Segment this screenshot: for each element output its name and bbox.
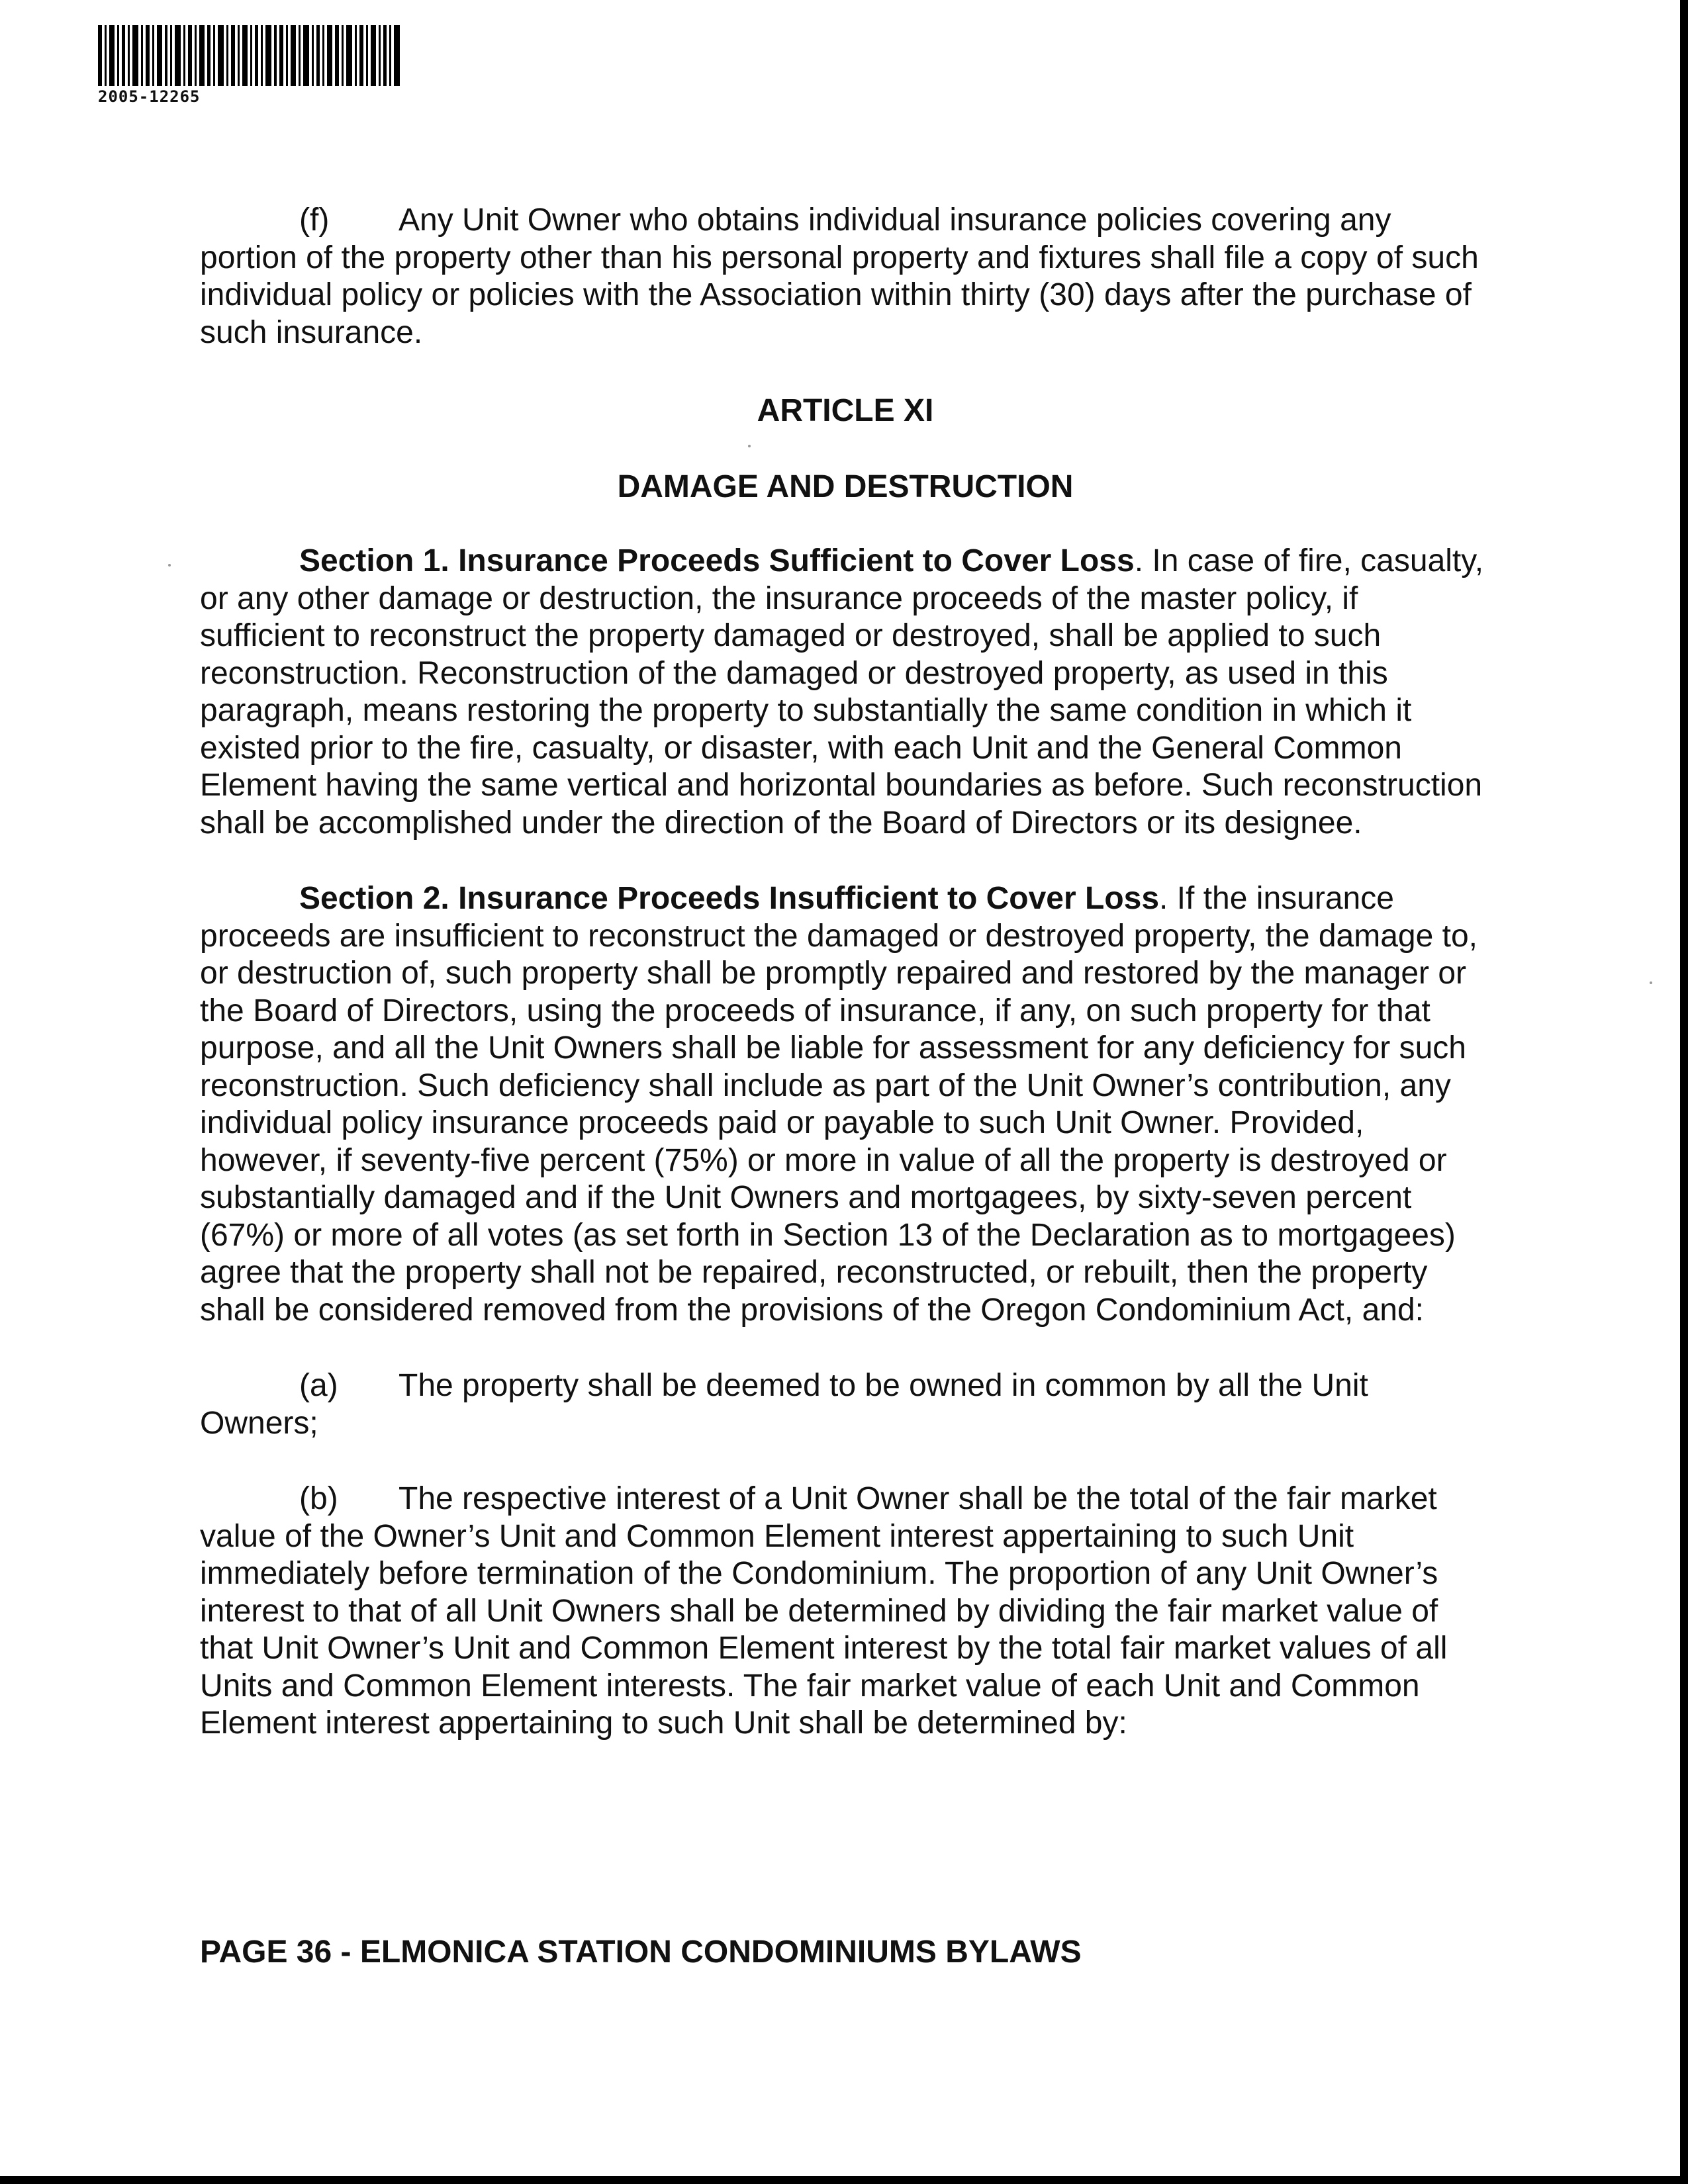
paragraph-f-label: (f)	[299, 203, 330, 238]
scan-speck	[1650, 981, 1652, 984]
barcode-icon	[98, 25, 400, 86]
scan-edge-right	[1680, 0, 1688, 2184]
paragraph-f-text: Any Unit Owner who obtains individual insurance policies covering any portion of the property other than his personal property and fixtures shall file a copy of such individual policy or policies with the Association within thirty (30) days after the purchase of such insurance.	[200, 203, 1479, 350]
paragraph-b-label: (b)	[299, 1481, 338, 1516]
section-1-text: . In case of fire, casualty, or any other damage or destruction, the insurance proceeds of the master policy, if sufficient to reconstruct the property damaged or destroyed, shall be applied to such reconstruction. Reconstruction of the damaged or destroyed property, as used in this paragraph, means restoring the property to substantially the same condition in which it existed prior to the fire, casualty, or disaster, with each Unit and the General Common Element having the same vertical and horizontal boundaries as before. Such reconstruction shall be accomplished under the direction of the Board of Directors or its designee.	[200, 543, 1484, 841]
paragraph-a-label: (a)	[299, 1368, 338, 1403]
paragraph-a	[200, 1367, 1491, 1442]
scan-edge-bottom	[0, 2176, 1688, 2184]
section-2	[200, 880, 1491, 1329]
section-1	[200, 543, 1491, 842]
document-body	[200, 202, 1491, 1743]
page-footer: PAGE 36 - ELMONICA STATION CONDOMINIUMS BYLAWS	[200, 1934, 1082, 1970]
article-title: ARTICLE XI	[757, 393, 934, 428]
section-2-text: . If the insurance proceeds are insufficient to reconstruct the damaged or destroyed property, the damage to, or destruction of, such property shall be promptly repaired and restored by the manager or the Board of Directors, using the proceeds of insurance, if any, on such property for that purpose, and all the Unit Owners shall be liable for assessment for any deficiency for such reconstruction. Such deficiency shall include as part of the Unit Owner’s contribution, any individual policy insurance proceeds paid or payable to such Unit Owner. Provided, however, if seventy-five percent (75%) or more in value of all the property is destroyed or substantially damaged and if the Unit Owners and mortgagees, by sixty-seven percent (67%) or more of all votes (as set forth in Section 13 of the Declaration as to mortgagees) agree that the property shall not be repaired, reconstructed, or rebuilt, then the property shall be considered removed from the provisions of the Oregon Condominium Act, and:	[200, 881, 1478, 1328]
paragraph-b-text: The respective interest of a Unit Owner shall be the total of the fair market value of the Owner’s Unit and Common Element interest appertaining to such Unit immediately before termination of the Condominium. The proportion of any Unit Owner’s interest to that of all Unit Owners shall be determined by dividing the fair market value of that Unit Owner’s Unit and Common Element interest by the total fair market values of all Units and Common Element interests. The fair market value of each Unit and Common Element interest appertaining to such Unit shall be determined by:	[200, 1481, 1448, 1741]
section-2-heading: Section 2. Insurance Proceeds Insufficient to Cover Loss	[299, 881, 1160, 916]
paragraph-f	[200, 202, 1491, 351]
paragraph-a-text: The property shall be deemed to be owned in common by all the Unit Owners;	[200, 1368, 1368, 1441]
article-subtitle: DAMAGE AND DESTRUCTION	[617, 469, 1074, 504]
scan-speck	[748, 445, 751, 447]
section-1-heading: Section 1. Insurance Proceeds Sufficient to Cover Loss	[299, 543, 1135, 578]
recording-number: 2005-12265	[98, 87, 201, 106]
paragraph-b	[200, 1480, 1491, 1743]
scan-speck	[168, 564, 171, 567]
